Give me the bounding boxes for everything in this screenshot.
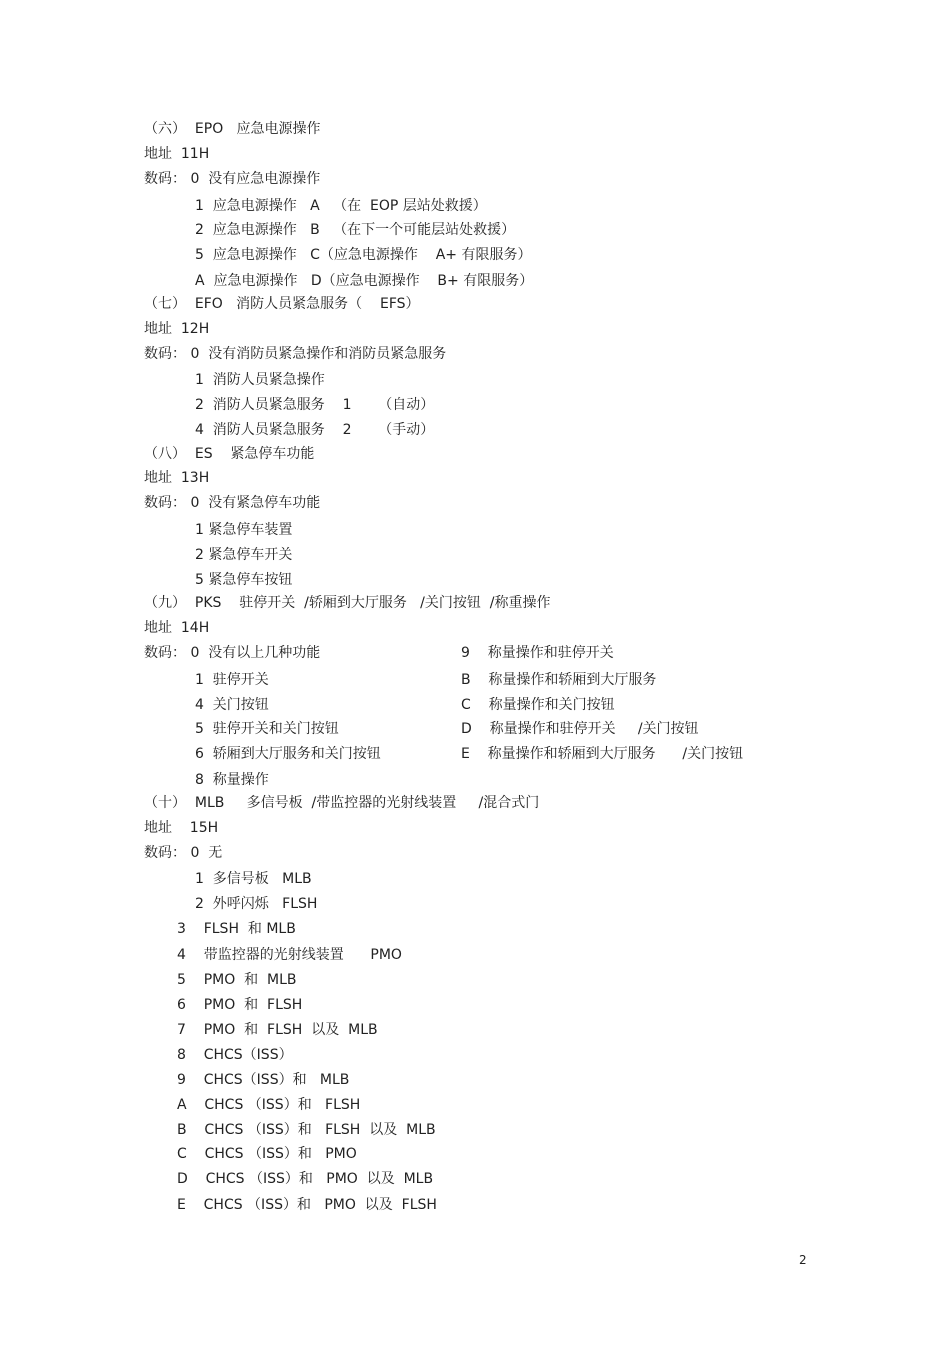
code-item: 1 消防人员紧急操作 [195, 372, 325, 388]
code-item: E CHCS （ISS）和 PMO 以及 FLSH [177, 1197, 437, 1213]
code-item: D CHCS （ISS）和 PMO 以及 MLB [177, 1171, 434, 1187]
code-item: 2 消防人员紧急服务 1 （自动） [195, 397, 435, 413]
code-item: B 称量操作和轿厢到大厅服务 [461, 672, 657, 688]
code-line: 数码： 0 没有紧急停车功能 [144, 495, 321, 511]
code-item: B CHCS （ISS）和 FLSH 以及 MLB [177, 1122, 436, 1138]
code-item: A 应急电源操作 D（应急电源操作 B+ 有限服务） [195, 273, 534, 289]
address-15h: 地址 15H [144, 820, 219, 836]
page-number: 2 [799, 1253, 807, 1267]
code-item: 1 应急电源操作 A （在 EOP 层站处救援） [195, 198, 487, 214]
address-12h: 地址 12H [144, 321, 210, 337]
address-11h: 地址 11H [144, 146, 210, 162]
code-item: 1 多信号板 MLB [195, 871, 312, 887]
code-item: 9 CHCS（ISS）和 MLB [177, 1072, 350, 1088]
code-item: 4 消防人员紧急服务 2 （手动） [195, 422, 435, 438]
address-13h: 地址 13H [144, 470, 210, 486]
code-item: 2 应急电源操作 B （在下一个可能层站处救援） [195, 222, 516, 238]
code-item: 9 称量操作和驻停开关 [461, 645, 614, 661]
code-item: 5 PMO 和 MLB [177, 972, 297, 988]
code-item: 6 PMO 和 FLSH [177, 997, 303, 1013]
code-item: C 称量操作和关门按钮 [461, 697, 615, 713]
code-item: D 称量操作和驻停开关 /关门按钮 [461, 721, 699, 737]
code-item: 2 外呼闪烁 FLSH [195, 896, 318, 912]
section-heading-es: （八） ES 紧急停车功能 [144, 446, 315, 462]
code-line: 数码： 0 没有应急电源操作 [144, 171, 321, 187]
code-item: 8 CHCS（ISS） [177, 1047, 293, 1063]
code-item: 4 带监控器的光射线装置 PMO [177, 947, 402, 963]
code-item: 6 轿厢到大厅服务和关门按钮 [195, 746, 381, 762]
section-heading-epo: （六） EPO 应急电源操作 [144, 121, 321, 137]
code-item: C CHCS （ISS）和 PMO [177, 1146, 357, 1162]
section-heading-efo: （七） EFO 消防人员紧急服务（ EFS） [144, 296, 420, 312]
code-line: 数码： 0 无 [144, 845, 223, 861]
code-item: 5 驻停开关和关门按钮 [195, 721, 339, 737]
code-item: 2 紧急停车开关 [195, 547, 293, 563]
code-item: 4 关门按钮 [195, 697, 269, 713]
code-item: 5 应急电源操作 C（应急电源操作 A+ 有限服务） [195, 247, 532, 263]
code-item: 1 紧急停车装置 [195, 522, 293, 538]
code-item: 7 PMO 和 FLSH 以及 MLB [177, 1022, 378, 1038]
code-line: 数码： 0 没有消防员紧急操作和消防员紧急服务 [144, 346, 447, 362]
code-item: 8 称量操作 [195, 772, 269, 788]
code-item: E 称量操作和轿厢到大厅服务 /关门按钮 [461, 746, 744, 762]
section-heading-pks: （九） PKS 驻停开关 /轿厢到大厅服务 /关门按钮 /称重操作 [144, 595, 551, 611]
section-heading-mlb: （十） MLB 多信号板 /带监控器的光射线装置 /混合式门 [144, 795, 540, 811]
code-item: 3 FLSH 和 MLB [177, 921, 296, 937]
address-14h: 地址 14H [144, 620, 210, 636]
code-item: A CHCS （ISS）和 FLSH [177, 1097, 361, 1113]
code-line: 数码： 0 没有以上几种功能 [144, 645, 321, 661]
code-item: 1 驻停开关 [195, 672, 269, 688]
code-item: 5 紧急停车按钮 [195, 572, 293, 588]
